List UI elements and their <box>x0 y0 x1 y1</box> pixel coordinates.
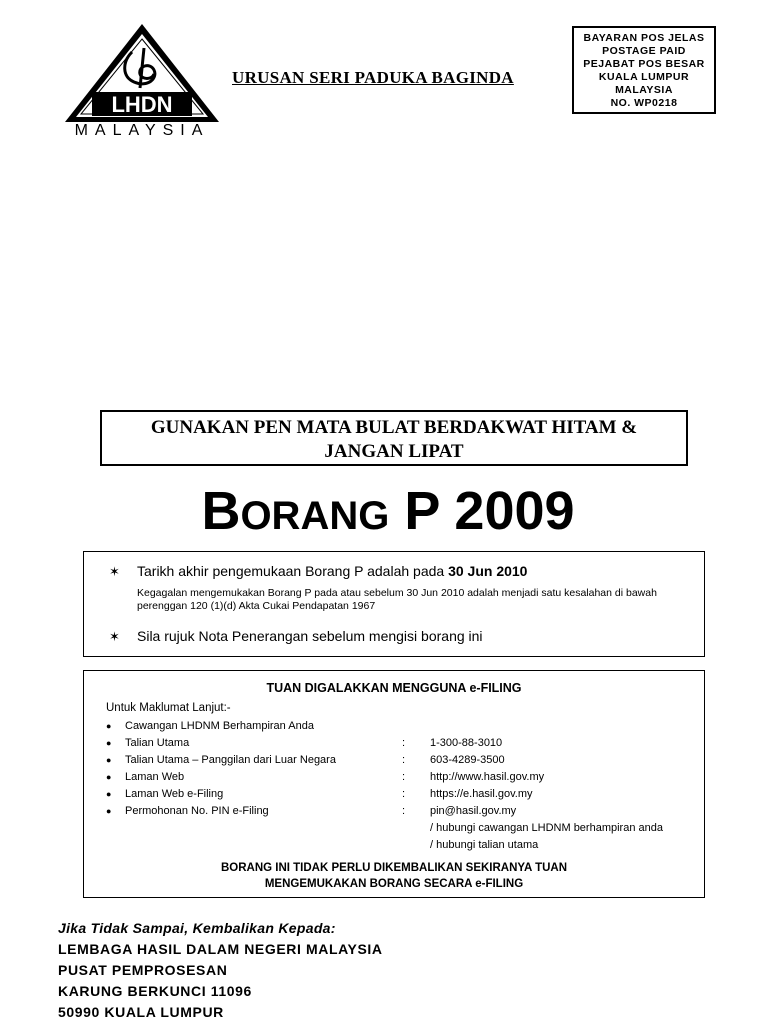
bullet-icon: ● <box>106 772 112 782</box>
efiling-subtitle: Untuk Maklumat Lanjut:- <box>106 702 231 714</box>
list-item-colon: : <box>402 788 406 800</box>
postage-line: BAYARAN POS JELAS <box>583 32 705 44</box>
footer-line: BORANG INI TIDAK PERLU DIKEMBALIKAN SEKIRANYA TUAN <box>220 862 568 874</box>
bullet-icon: ● <box>106 806 112 816</box>
return-address <box>58 918 383 1023</box>
address-line: 50990 KUALA LUMPUR <box>58 1004 224 1020</box>
star-bullet-icon: ✶ <box>109 564 120 579</box>
deadline-prefix: Tarikh akhir pengemukaan Borang P adalah pada <box>137 563 445 579</box>
postage-line: NO. WP0218 <box>610 97 678 109</box>
bullet-icon: ● <box>106 789 112 799</box>
list-item-value: 603-4289-3500 <box>430 754 505 766</box>
deadline-text <box>137 563 527 579</box>
postage-line: KUALA LUMPUR <box>598 71 690 83</box>
form-title-rest: ORANG <box>240 494 390 538</box>
website-link[interactable]: http://www.hasil.gov.my <box>430 771 545 783</box>
efiling-footer <box>84 860 704 892</box>
lhdn-emblem-icon <box>62 22 222 122</box>
deadline-note: Kegagalan mengemukakan Borang P pada atau sebelum 30 Jun 2010 adalah menjadi satu kesalahan di bawah perenggan 120 (1)(d) Akta Cukai Pendapatan 1967 <box>137 587 657 612</box>
bullet-icon: ● <box>106 755 112 765</box>
address-line: KARUNG BERKUNCI 11096 <box>58 983 252 999</box>
page-title: URUSAN SERI PADUKA BAGINDA <box>232 68 514 87</box>
list-item-value: 1-300-88-3010 <box>430 737 503 749</box>
bullet-icon: ● <box>106 721 112 731</box>
email-link[interactable]: pin@hasil.gov.my <box>430 805 517 817</box>
logo-caption: MALAYSIA <box>74 122 210 139</box>
deadline-box <box>83 551 705 657</box>
list-item-label: Talian Utama <box>125 737 190 749</box>
form-title-year: 2009 <box>454 481 575 541</box>
footer-line: MENGEMUKAKAN BORANG SECARA e-FILING <box>264 878 524 890</box>
efiling-box <box>83 670 705 898</box>
extra-line: / hubungi talian utama <box>430 839 539 851</box>
address-line: LEMBAGA HASIL DALAM NEGERI MALAYSIA <box>58 941 383 957</box>
postage-line: PEJABAT POS BESAR <box>583 58 705 70</box>
instruction-banner <box>100 410 688 466</box>
list-item-label: Laman Web <box>125 771 185 783</box>
bullet-icon: ● <box>106 738 112 748</box>
deadline-date: 30 Jun 2010 <box>448 563 528 579</box>
form-title <box>0 476 768 551</box>
list-item-colon: : <box>402 737 406 749</box>
return-intro: Jika Tidak Sampai, Kembalikan Kepada: <box>58 920 336 936</box>
instruction-line: JANGAN LIPAT <box>324 441 464 462</box>
address-line: PUSAT PEMPROSESAN <box>58 962 228 978</box>
list-item-label: Laman Web e-Filing <box>125 788 224 800</box>
list-item-colon: : <box>402 771 406 783</box>
form-title-initial: B <box>201 481 241 541</box>
postage-line: MALAYSIA <box>615 84 673 96</box>
form-title-letter: P <box>404 481 440 541</box>
list-item-label: Cawangan LHDNM Berhampiran Anda <box>125 720 314 732</box>
logo-brand-text: LHDN <box>111 92 173 117</box>
star-bullet-icon: ✶ <box>109 629 120 644</box>
postage-line: POSTAGE PAID <box>602 45 686 57</box>
lhdn-logo <box>62 22 222 142</box>
reference-note: Sila rujuk Nota Penerangan sebelum mengisi borang ini <box>137 628 483 644</box>
list-item-colon: : <box>402 805 406 817</box>
postage-paid-box <box>572 26 716 114</box>
instruction-line: GUNAKAN PEN MATA BULAT BERDAKWAT HITAM & <box>150 417 638 438</box>
extra-line: / hubungi cawangan LHDNM berhampiran anda <box>430 822 663 834</box>
efiling-link[interactable]: https://e.hasil.gov.my <box>430 788 533 800</box>
efiling-title: TUAN DIGALAKKAN MENGGUNA e-FILING <box>266 681 522 695</box>
list-item-colon: : <box>402 754 406 766</box>
list-item-label: Permohonan No. PIN e-Filing <box>125 805 269 817</box>
list-item-label: Talian Utama – Panggilan dari Luar Negara <box>125 754 336 766</box>
